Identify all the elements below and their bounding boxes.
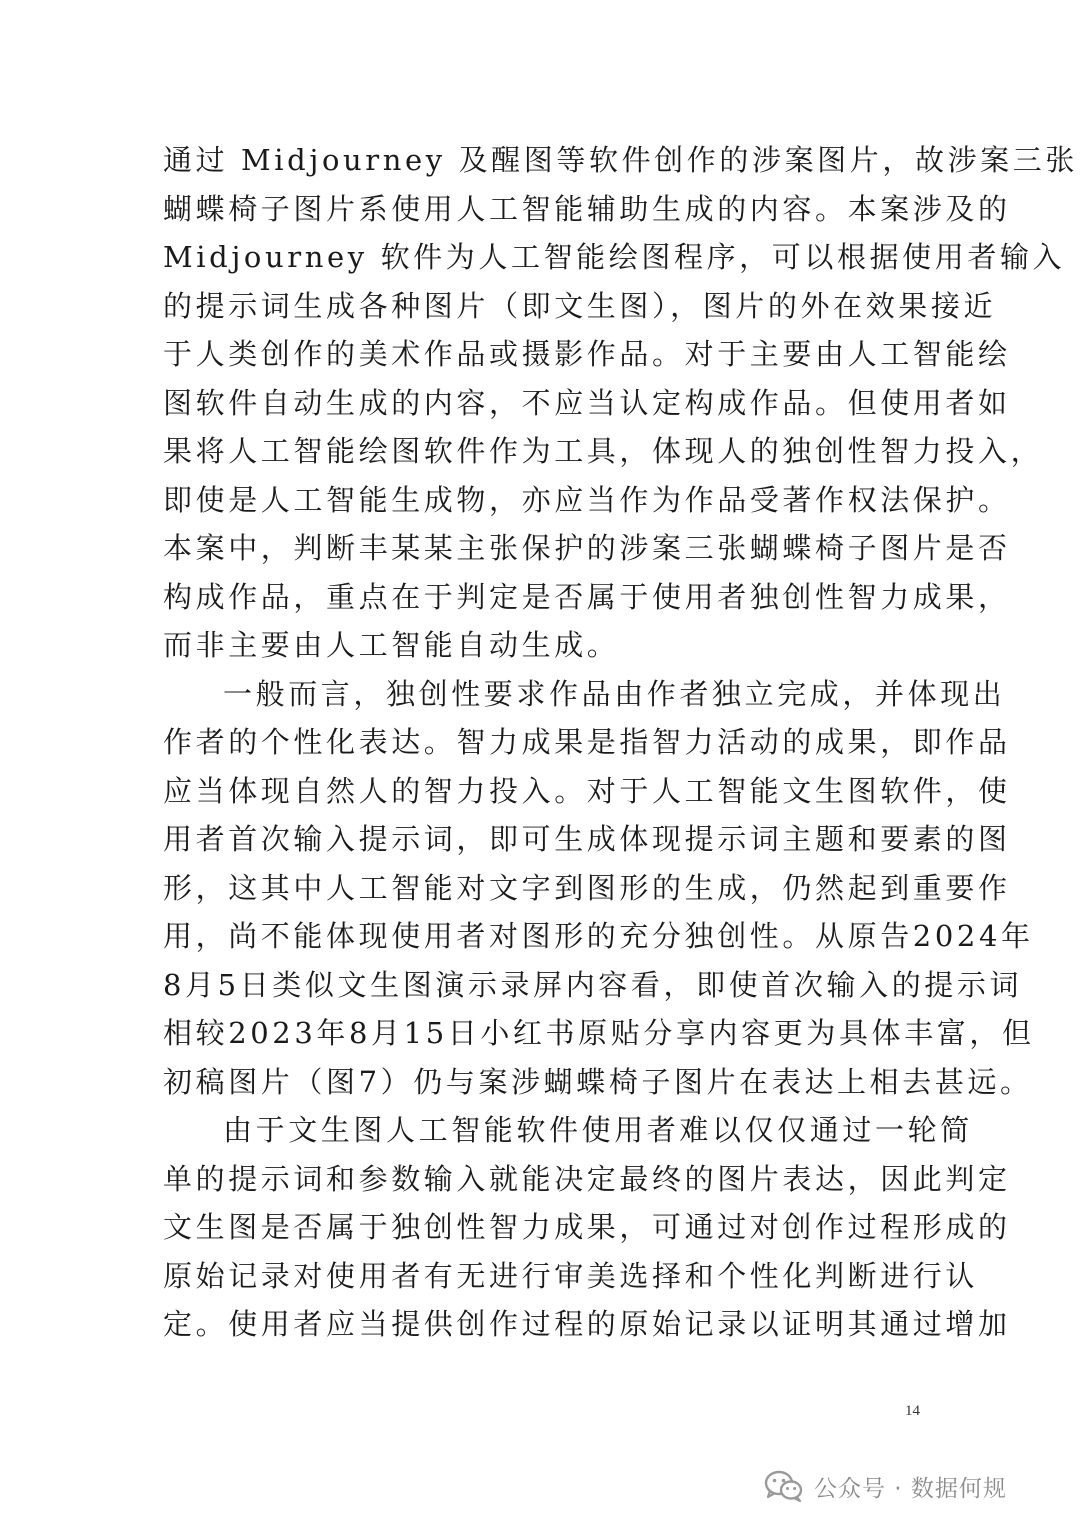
text-line: 通过 Midjourney 及醒图等软件创作的涉案图片，故涉案三张 xyxy=(163,143,1078,177)
watermark-label: 公众号 · 数据何规 xyxy=(814,1475,1007,1502)
text-line: 形，这其中人工智能对文字到图形的生成，仍然起到重要作 xyxy=(163,870,1011,905)
page-number: 14 xyxy=(905,1403,920,1419)
wechat-icon xyxy=(764,1470,804,1502)
text-line: 蝴蝶椅子图片系使用人工智能辅助生成的内容。本案涉及的 xyxy=(163,191,1011,226)
text-line: 8月5日类似文生图演示录屏内容看，即使首次输入的提示词 xyxy=(163,967,1023,1002)
text-line: 相较2023年8月15日小红书原贴分享内容更为具体丰富，但 xyxy=(163,1016,1035,1050)
text-line: 原始记录对使用者有无进行审美选择和个性化判断进行认 xyxy=(163,1258,979,1293)
wechat-watermark xyxy=(764,1466,1007,1506)
text-line: 图软件自动生成的内容，不应当认定构成作品。但使用者如 xyxy=(163,385,1011,420)
body-text xyxy=(163,136,1078,1349)
text-line: 构成作品，重点在于判定是否属于使用者独创性智力成果， xyxy=(163,579,1011,614)
text-line: 用者首次输入提示词，即可生成体现提示词主题和要素的图 xyxy=(163,822,1011,856)
paragraph-start-line: 一般而言，独创性要求作品由作者独立完成，并体现出 xyxy=(223,676,1006,711)
text-line: 而非主要由人工智能自动生成。 xyxy=(163,628,620,662)
text-line: 作者的个性化表达。智力成果是指智力活动的成果，即作品 xyxy=(163,725,1011,759)
text-line: 的提示词生成各种图片（即文生图），图片的外在效果接近 xyxy=(163,288,997,323)
text-line: 应当体现自然人的智力投入。对于人工智能文生图软件，使 xyxy=(163,773,1011,808)
text-line: 用，尚不能体现使用者对图形的充分独创性。从原告2024年 xyxy=(163,919,1034,953)
text-line: 单的提示词和参数输入就能决定最终的图片表达，因此判定 xyxy=(163,1161,1011,1196)
text-line: Midjourney 软件为人工智能绘图程序，可以根据使用者输入 xyxy=(163,240,1066,274)
text-line: 即使是人工智能生成物，亦应当作为作品受著作权法保护。 xyxy=(163,482,1011,517)
paragraph-start-line: 由于文生图人工智能软件使用者难以仅仅通过一轮简 xyxy=(223,1113,973,1147)
text-line: 初稿图片（图7）仍与案涉蝴蝶椅子图片在表达上相去甚远。 xyxy=(163,1064,1033,1099)
text-line: 文生图是否属于独创性智力成果，可通过对创作过程形成的 xyxy=(163,1210,1011,1244)
text-line: 本案中，判断丰某某主张保护的涉案三张蝴蝶椅子图片是否 xyxy=(163,531,1011,565)
text-line: 果将人工智能绘图软件作为工具，体现人的独创性智力投入， xyxy=(163,434,1044,468)
text-line: 定。使用者应当提供创作过程的原始记录以证明其通过增加 xyxy=(163,1307,1011,1341)
text-line: 于人类创作的美术作品或摄影作品。对于主要由人工智能绘 xyxy=(163,337,1011,371)
